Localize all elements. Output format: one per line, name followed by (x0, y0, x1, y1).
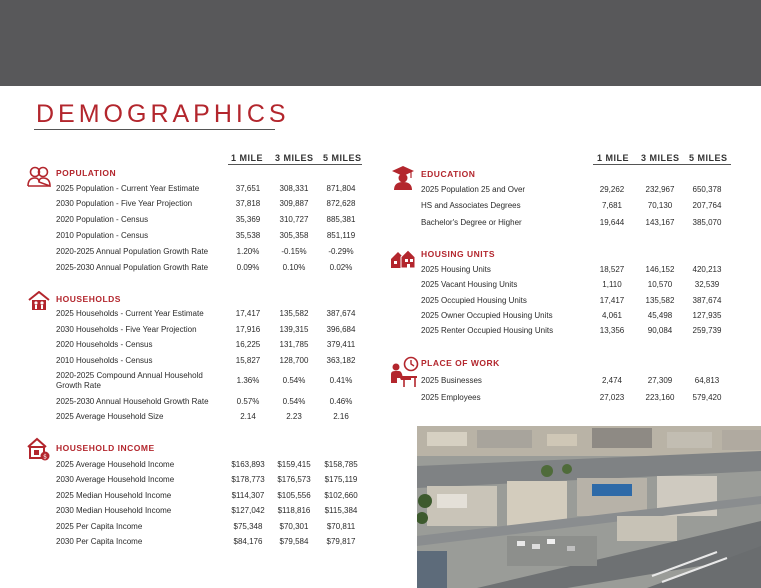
row-label: 2020-2025 Annual Population Growth Rate (56, 247, 209, 256)
value-3miles: 70,130 (647, 201, 673, 210)
value-3miles: 135,582 (645, 296, 675, 305)
row-label: 2025 Population 25 and Over (421, 185, 526, 194)
value-5miles: 385,070 (692, 218, 722, 227)
page-title: DEMOGRAPHICS (36, 100, 290, 128)
graduate-icon (390, 165, 416, 191)
value-5miles: 871,804 (326, 184, 356, 193)
houses-icon (390, 249, 416, 269)
value-3miles: 143,167 (645, 218, 675, 227)
value-5miles: 872,628 (326, 199, 356, 208)
value-1mile: $127,042 (231, 506, 265, 515)
right-header-rule (593, 164, 731, 165)
row-label: 2025 Vacant Housing Units (421, 280, 518, 289)
row-label: 2025 Renter Occupied Housing Units (421, 326, 554, 335)
value-5miles: $102,660 (324, 491, 358, 500)
row-label: 2030 Households - Five Year Projection (56, 325, 197, 334)
value-5miles: 127,935 (692, 311, 722, 320)
value-1mile: 17,916 (235, 325, 261, 334)
value-3miles: 131,785 (279, 340, 309, 349)
value-1mile: 16,225 (235, 340, 261, 349)
value-1mile: $75,348 (233, 522, 263, 531)
value-1mile: 1,110 (602, 280, 622, 289)
svg-text:$: $ (43, 453, 47, 461)
row-label: 2025-2030 Annual Population Growth Rate (56, 263, 209, 272)
value-1mile: 18,527 (599, 265, 625, 274)
row-label: 2025 Average Household Size (56, 412, 164, 421)
value-1mile: 37,818 (235, 199, 261, 208)
row-label: 2030 Per Capita Income (56, 537, 143, 546)
row-label: 2025 Owner Occupied Housing Units (421, 311, 553, 320)
value-3miles: 308,331 (279, 184, 309, 193)
value-5miles: 885,381 (326, 215, 356, 224)
value-1mile: 2.14 (240, 412, 256, 421)
row-label: 2020 Households - Census (56, 340, 153, 349)
value-5miles: 387,674 (692, 296, 722, 305)
value-1mile: 37,651 (235, 184, 261, 193)
value-1mile: 17,417 (235, 309, 261, 318)
value-1mile: 2,474 (601, 376, 623, 385)
row-label: HS and Associates Degrees (421, 201, 521, 210)
value-3miles: $105,556 (277, 491, 311, 500)
value-3miles: -0.15% (281, 247, 307, 256)
row-label: 2025 Employees (421, 393, 481, 402)
row-label: 2010 Population - Census (56, 231, 149, 240)
house-family-icon (27, 291, 51, 311)
value-3miles: 90,084 (647, 326, 673, 335)
row-label: 2030 Average Household Income (56, 475, 175, 484)
value-1mile: $114,307 (231, 491, 265, 500)
row-label: 2025 Per Capita Income (56, 522, 143, 531)
value-3miles: 128,700 (279, 356, 309, 365)
right-col-header-1mile: 1 MILE (597, 153, 630, 163)
value-5miles: 64,813 (694, 376, 720, 385)
value-3miles: $176,573 (277, 475, 311, 484)
right-col-header-3miles: 3 MILES (641, 153, 680, 163)
value-1mile: 1.36% (236, 376, 260, 385)
value-5miles: 650,378 (692, 185, 722, 194)
value-3miles: $159,415 (277, 460, 311, 469)
value-3miles: 223,160 (645, 393, 675, 402)
value-3miles: 309,887 (279, 199, 309, 208)
value-5miles: 396,684 (326, 325, 356, 334)
row-label: 2010 Households - Census (56, 356, 153, 365)
value-1mile: 35,369 (235, 215, 261, 224)
value-3miles: 310,727 (279, 215, 309, 224)
value-3miles: 135,582 (279, 309, 309, 318)
value-5miles: 0.46% (329, 397, 353, 406)
office-clock-icon (389, 356, 419, 388)
value-3miles: 10,570 (647, 280, 673, 289)
value-3miles: 232,967 (645, 185, 675, 194)
row-label-continued: Growth Rate (56, 381, 101, 390)
aerial-photo (417, 426, 761, 588)
people-icon (26, 164, 52, 188)
value-5miles: -0.29% (328, 247, 354, 256)
value-1mile: 15,827 (235, 356, 261, 365)
value-5miles: 851,119 (326, 231, 356, 240)
value-5miles: $175,119 (324, 475, 358, 484)
value-5miles: $115,384 (324, 506, 358, 515)
row-label: 2025-2030 Annual Household Growth Rate (56, 397, 209, 406)
value-5miles: $70,811 (326, 522, 356, 531)
value-5miles: 420,213 (692, 265, 722, 274)
value-3miles: 27,309 (647, 376, 673, 385)
top-banner (0, 0, 761, 86)
value-1mile: $178,773 (231, 475, 265, 484)
section-heading-households: HOUSEHOLDS (56, 294, 121, 304)
value-1mile: 7,681 (601, 201, 623, 210)
value-3miles: 2.23 (286, 412, 302, 421)
left-col-header-1mile: 1 MILE (231, 153, 264, 163)
value-5miles: 32,539 (694, 280, 720, 289)
value-5miles: 2.16 (333, 412, 349, 421)
value-3miles: 139,315 (279, 325, 309, 334)
value-3miles: 45,498 (647, 311, 673, 320)
row-label: 2030 Population - Five Year Projection (56, 199, 193, 208)
row-label: 2025 Median Household Income (56, 491, 172, 500)
value-5miles: 379,411 (326, 340, 356, 349)
section-heading-place-of-work: PLACE OF WORK (421, 358, 500, 368)
value-1mile: 1.20% (236, 247, 260, 256)
value-5miles: 0.41% (329, 376, 353, 385)
value-5miles: 0.02% (329, 263, 353, 272)
left-col-header-3miles: 3 MILES (275, 153, 314, 163)
row-label: 2025 Population - Current Year Estimate (56, 184, 200, 193)
row-label: 2020 Population - Census (56, 215, 149, 224)
row-label: 2030 Median Household Income (56, 506, 172, 515)
value-5miles: 387,674 (326, 309, 356, 318)
title-underline (34, 129, 275, 130)
value-1mile: 19,644 (599, 218, 625, 227)
value-3miles: 0.54% (282, 376, 306, 385)
value-1mile: 35,538 (235, 231, 261, 240)
value-1mile: 0.09% (236, 263, 260, 272)
value-1mile: 17,417 (599, 296, 625, 305)
house-money-icon (26, 437, 50, 461)
value-1mile: $163,893 (231, 460, 265, 469)
row-label: 2025 Businesses (421, 376, 482, 385)
value-5miles: $79,817 (326, 537, 356, 546)
value-1mile: 29,262 (599, 185, 625, 194)
value-1mile: 13,356 (599, 326, 625, 335)
value-3miles: 0.54% (282, 397, 306, 406)
row-label: 2025 Average Household Income (56, 460, 175, 469)
row-label: 2025 Households - Current Year Estimate (56, 309, 204, 318)
value-5miles: $158,785 (324, 460, 358, 469)
section-heading-household-income: HOUSEHOLD INCOME (56, 443, 155, 453)
value-5miles: 259,739 (692, 326, 722, 335)
value-3miles: $70,301 (279, 522, 309, 531)
section-heading-population: POPULATION (56, 168, 117, 178)
value-5miles: 579,420 (692, 393, 722, 402)
value-3miles: 305,358 (279, 231, 309, 240)
row-label: 2025 Housing Units (421, 265, 491, 274)
section-heading-housing-units: HOUSING UNITS (421, 249, 496, 259)
row-label: Bachelor's Degree or Higher (421, 218, 522, 227)
value-1mile: 0.57% (236, 397, 260, 406)
value-3miles: $79,584 (279, 537, 309, 546)
left-header-rule (228, 164, 362, 165)
value-3miles: 0.10% (282, 263, 306, 272)
right-col-header-5miles: 5 MILES (689, 153, 728, 163)
section-heading-education: EDUCATION (421, 169, 476, 179)
row-label: 2020-2025 Compound Annual Household (56, 371, 203, 380)
value-1mile: $84,176 (233, 537, 263, 546)
value-3miles: 146,152 (645, 265, 675, 274)
value-3miles: $118,816 (277, 506, 311, 515)
left-col-header-5miles: 5 MILES (323, 153, 362, 163)
value-5miles: 207,764 (692, 201, 722, 210)
value-5miles: 363,182 (326, 356, 356, 365)
value-1mile: 4,061 (601, 311, 623, 320)
row-label: 2025 Occupied Housing Units (421, 296, 527, 305)
value-1mile: 27,023 (599, 393, 625, 402)
